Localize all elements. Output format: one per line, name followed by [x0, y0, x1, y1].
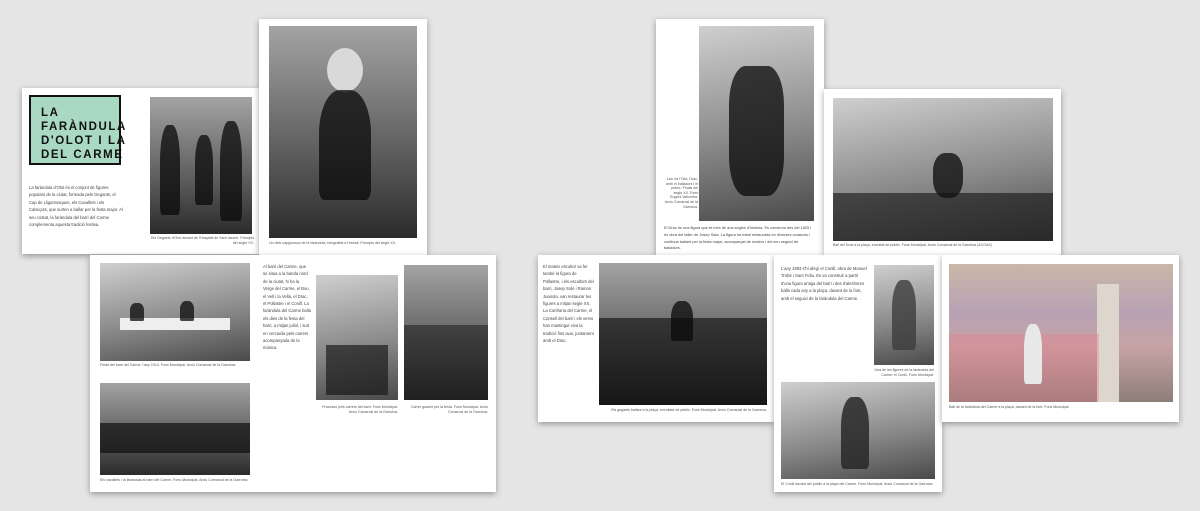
carme-text: Al barri del Carme, que se situa a la banda nord de la ciutat, hi ha la Verge del Carme, el Bou, el Vell i la Vella, el Drac, el Pollastre i el Conill. La faràndula del Carme balla els dies de la festa del barri, a mitjan juliol, i surt en cercavila pels carrers acompanyada de la música. — [263, 264, 311, 351]
mid-text: El mateix escultor va fer també la figura de Pollastre, i els escultors del barri, Josep Solé i Ramon Juanola, van restaurar les figures a mitjan segle XX. La Confraria del Carme, el Consell del barri i els veïns han mantingut viva la tradició fins avui, juntament amb el Drac. — [543, 264, 594, 344]
street-photo — [404, 265, 488, 400]
carme-group-photo — [100, 383, 250, 475]
color-dance-caption: Ball de la faràndula del Carme a la plaça, davant de la font. Fons Municipal. — [949, 405, 1070, 409]
title-box — [29, 95, 127, 165]
color-page — [942, 255, 1179, 422]
conill-text: L'any 1993 s'hi afegí el Conill, obra de Manuel Trobé i Sant Feliu. Es va construir a partir d'una figura antiga del barri i des d'aleshores balla cada any a la plaça, davant de la font, amb el seguici de la faràndula del Carme. — [781, 266, 867, 301]
bighead-photo — [269, 26, 417, 238]
drac-square-photo — [833, 98, 1053, 241]
giants-caption: Els Gegants d'Olot davant de l'Hospital de Sant Jaume. Principis del segle XX. — [151, 236, 254, 245]
drac-small-caption: Lloc de l'Olot, Drac, amb el balladors i el públic. Finals del segle XX. Fons Eugeni Vallcorba. Arxiu Comarcal de la Garrotxa. — [664, 177, 698, 209]
drac-square-page — [824, 89, 1061, 255]
crowd-page — [538, 255, 774, 422]
rabbit-crowd-caption: El Conill davant del públic a la plaça del Carme. Fons Municipal. Arxiu Comarcal de la Garrotxa. — [781, 482, 934, 486]
procession-caption: Processó pels carrers del barri. Fons Municipal. Arxiu Comarcal de la Garrotxa. — [322, 405, 398, 414]
page-title: LA FARÀNDULA D'OLOT I LA DEL CARME — [41, 107, 127, 161]
rabbit-caption: Una de les figures de la faràndula del Carme: el Conill. Fons Municipal. — [874, 368, 934, 377]
bighead-caption: Un dels capgrossos de la faràndula, fotografiat a l'estudi. Principis del segle XX. — [269, 241, 397, 245]
giants-photo — [150, 97, 252, 234]
crowd-caption: Els gegants ballant a la plaça, envoltats de públic. Fons Municipal. Arxiu Comarcal de la Garrotxa. — [611, 408, 767, 412]
bighead-page — [259, 19, 427, 255]
rabbit-crowd-photo — [781, 382, 935, 479]
crowd-photo — [599, 263, 767, 405]
intro-text: La faràndula d'Olot és el conjunt de figures populars de la ciutat, formada pels Gegants, el Cap de Lligamosques, els Cavallets i els Cabeçuts, que surten a ballar per la festa major. Al seu costat, la faràndula del barri del Carme complementa aquesta tradició festiva. — [29, 185, 123, 228]
drac-text: El Drac és una figura que té més de dos segles d'història. Es conserva des del 1825 i és obra del taller de Josep Sala. La figura ha estat restaurada en diverses ocasions i continua ballant per la festa major, acompanyat de músics i del seu seguici de balladors. — [664, 225, 812, 251]
procession-photo — [316, 275, 398, 400]
street-caption: Carrer guarnit per la festa. Fons Municipal. Arxiu Comarcal de la Garrotxa. — [410, 405, 488, 414]
carme-party-caption: Festa del barri del Carme, l'any 1914. Fons Municipal. Arxiu Comarcal de la Garrotxa. — [100, 363, 237, 367]
title-page — [22, 88, 259, 254]
drac-page — [656, 19, 824, 255]
rabbit-photo — [874, 265, 934, 365]
carme-party-photo — [100, 263, 250, 361]
conill-page — [774, 255, 942, 492]
color-dance-photo — [949, 264, 1173, 402]
drac-square-caption: Ball del Drac a la plaça, envoltat de públic. Fons Municipal. Arxiu Comarcal de la Garrotxa (ACGAX). — [833, 243, 993, 247]
drac-photo — [699, 26, 814, 221]
carme-group-caption: Els cavallets i la faràndula al barri del Carme. Fons Municipal. Arxiu Comarcal de la Garrotxa. — [100, 478, 249, 482]
left-spread — [90, 255, 496, 492]
